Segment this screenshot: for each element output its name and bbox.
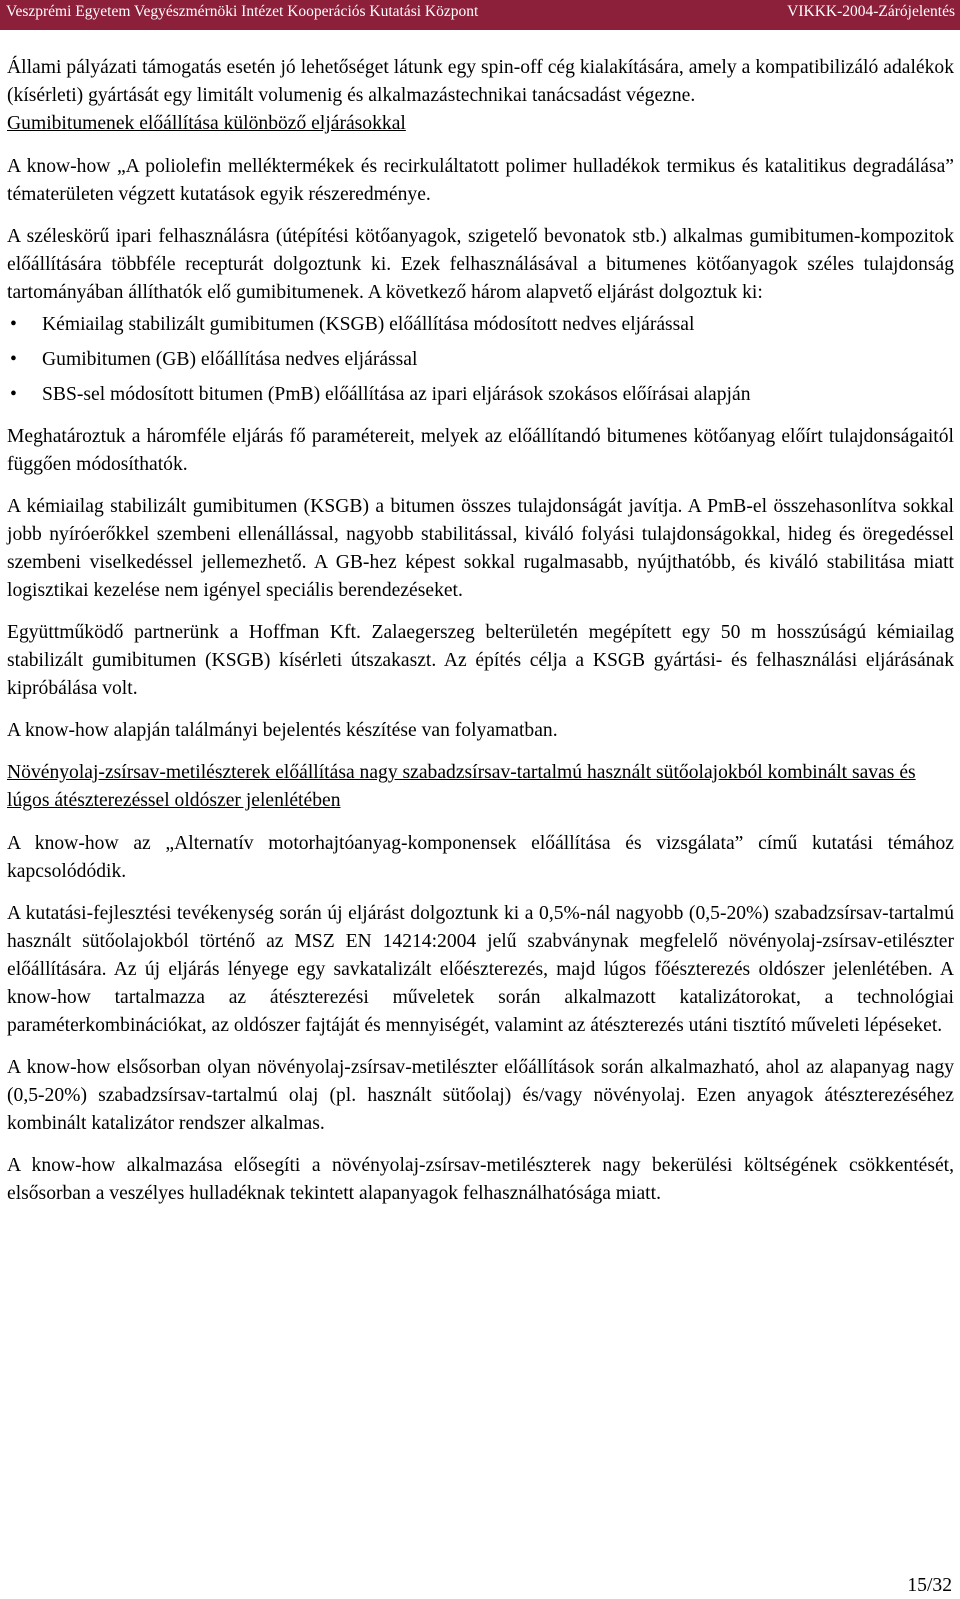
paragraph-rd-activity: A kutatási-fejlesztési tevékenység során új eljárást dolgoztunk ki a 0,5%-nál nagyobb (0,5-20%) szabadzsírsav-tartalmú használt sütőolajokból történő az MSZ EN 14214:2004 jelű szabványnak megfelelő növényolaj-zsírsav-etilészter előállítására. Az új eljárás lényege egy savkatalizált előészterezés, majd lúgos főészterezés oldószer jelenlétében. A know-how tartalmazza az átészterezési műveletek során alkalmazott katalizátorokat, a technológiai paraméterkombinációkat, az oldószer fajtáját és mennyiségét, valamint az átészterezés utáni tisztító műveleti lépéseket. (7, 903, 954, 1036)
paragraph-application: A know-how elsősorban olyan növényolaj-zsírsav-metilészter előállítások során alkalmazható, ahol az alapanyag nagy (0,5-20%) szabadzsírsav-tartalmú olaj (pl. használt sütőolaj) és/vagy növényolaj. Ezen anyagok átészterezéséhez kombinált katalizátor rendszer alkalmas. (7, 1057, 954, 1134)
paragraph-patent: A know-how alapján találmányi bejelentés készítése van folyamatban. (7, 720, 558, 741)
bullet-icon: • (10, 349, 17, 370)
list-item-text: Gumibitumen (GB) előállítása nedves eljárással (42, 349, 418, 370)
paragraph-partner: Együttműködő partnerünk a Hoffman Kft. Zalaegerszeg belterületén megépített egy 50 m hosszúságú kémiailag stabilizált gumibitumen (KSGB) kísérleti útszakaszt. Az építés célja a KSGB gyártási- és felhasználási eljárásának kipróbálása volt. (7, 622, 954, 699)
section-heading-metilesterek: Növényolaj-zsírsav-metilészterek előállítása nagy szabadzsírsav-tartalmú használt sütőolajokból kombinált savas és lúgos átészterezéssel oldószer jelenlétében (7, 762, 916, 811)
list-item-text: SBS-sel módosított bitumen (PmB) előállítása az ipari eljárások szokásos előírásai alapján (42, 384, 751, 405)
paragraph-spin-off: Állami pályázati támogatás esetén jó lehetőséget látunk egy spin-off cég kialakítására, amely a kompatibilizáló adalékok (kísérleti) gyártását egy limitált volumenig és alkalmazástechnikai tanácsadást végezne. (7, 57, 954, 106)
section-heading-gumibitumen: Gumibitumenek előállítása különböző eljárásokkal (7, 113, 406, 134)
paragraph-recipes: A széleskörű ipari felhasználásra (útépítési kötőanyagok, szigetelő bevonatok stb.) alkalmas gumibitumen-kompozitok előállítására többféle recepturát dolgoztunk ki. Ezek felhasználásával a bitumenes kötőanyagok széles tulajdonság tartományában állíthatók elő gumibitumenek. A következő három alapvető eljárást dolgoztuk ki: (7, 226, 954, 303)
list-item-text: Kémiailag stabilizált gumibitumen (KSGB) előállítása módosított nedves eljárással (42, 314, 695, 335)
process-list (7, 311, 954, 409)
bullet-icon: • (10, 314, 17, 335)
paragraph-know-how-origin: A know-how „A poliolefin melléktermékek és recirkuláltatott polimer hulladékok termikus és katalitikus degradálása” tématerületen végzett kutatások egyik részeredménye. (7, 156, 954, 205)
bullet-icon: • (10, 384, 17, 405)
paragraph-benefits: A know-how alkalmazása elősegíti a növényolaj-zsírsav-metilészterek nagy bekerülési költségének csökkentését, elsősorban a veszélyes hulladéknak tekintett alapanyagok felhasználhatósága miatt. (7, 1155, 954, 1204)
list-item (7, 346, 954, 374)
list-item (7, 311, 954, 339)
paragraph-parameters: Meghatároztuk a háromféle eljárás fő paramétereit, melyek az előállítandó bitumenes kötőanyag előírt tulajdonságaitól függően módosíthatók. (7, 426, 954, 475)
paragraph-related-topic: A know-how az „Alternatív motorhajtóanyag-komponensek előállítása és vizsgálata” című kutatási témához kapcsolódódik. (7, 833, 954, 882)
header-document-id: VIKKK-2004-Zárójelentés (787, 3, 955, 20)
document-body (7, 54, 954, 1222)
page-number: 15/32 (907, 1575, 952, 1596)
paragraph-ksgb-properties: A kémiailag stabilizált gumibitumen (KSGB) a bitumen összes tulajdonságát javítja. A PmB-el összehasonlítva sokkal jobb nyíróerőkkel szembeni ellenállással, nagyobb stabilitással, kiváló folyási tulajdonságokkal, hideg és öregedéssel szembeni viselkedéssel jellemezhető. A GB-hez képest sokkal rugalmasabb, nyújthatóbb, és kiváló stabilitása miatt logisztikai kezelése nem igényel speciális berendezéseket. (7, 496, 954, 601)
header-institution: Veszprémi Egyetem Vegyészmérnöki Intézet Kooperációs Kutatási Központ (6, 3, 479, 20)
list-item (7, 381, 954, 409)
page-header (0, 0, 960, 30)
